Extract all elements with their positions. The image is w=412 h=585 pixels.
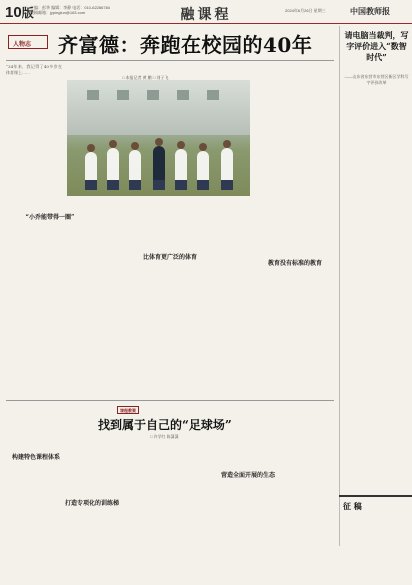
kicker-badge (8, 35, 48, 49)
photo-person (153, 146, 165, 190)
divider (6, 60, 334, 61)
lower-subhead-2: 打造专项化的训练梯 (64, 500, 119, 507)
lower-kicker-badge (117, 406, 139, 414)
editor-line: 主编：彭华 编辑：李静 电话：010-62286784 (30, 5, 111, 10)
lead-photo (67, 80, 250, 196)
masthead (0, 0, 412, 24)
kicker-text: 人物志 (13, 41, 32, 48)
photo-person (197, 151, 209, 190)
lead-subhead-2: 比体育更广泛的体育 (142, 254, 197, 261)
issue-date: 2024年6月26日 星期三 (285, 8, 326, 13)
page-unit: 版 (21, 6, 34, 20)
lower-kicker-text: 课程教案 (120, 408, 136, 413)
lead-headline-area (6, 29, 326, 59)
email-line: 投稿邮箱：jypinglun@163.com (30, 10, 86, 15)
photo-person (85, 152, 97, 190)
masthead-meta (30, 5, 120, 15)
lower-headline: 找到属于自己的“足球场” (98, 418, 232, 432)
photo-person (107, 148, 119, 190)
lead-subhead-1: “小乔能带得一圈” (25, 214, 75, 221)
call-for-papers-title: 征 稿 (343, 501, 362, 511)
lower-subhead-1: 构建特色课程体系 (11, 454, 60, 461)
call-for-papers-box (339, 495, 412, 585)
photo-building (67, 80, 250, 135)
right-column-subtitle: ——山东省东营市东营区新区学科写字评价改革 (344, 74, 409, 85)
page-number: 10版 (5, 4, 34, 21)
lead-headline: 齐富德：奔跑在校园的40年 (58, 33, 313, 57)
right-column (339, 26, 412, 546)
photo-person (221, 148, 233, 190)
newspaper-name: 中国教师报 (350, 6, 390, 16)
lead-intro: “34年来，我记得了40多岁在体育课上…… (6, 64, 62, 75)
lower-byline: □ 许学红 陈潇潇 (150, 434, 179, 439)
section-title: 融课程 (180, 7, 232, 23)
right-column-title: 请电脑当裁判，写字评价进入“数智时代” (344, 30, 409, 62)
section-divider (6, 400, 334, 401)
lead-intro-column (6, 64, 62, 75)
photo-person (129, 150, 141, 190)
lead-byline: □ 本报记者 黄 鹏 □ 刘子飞 (122, 75, 169, 80)
lead-subhead-3: 教育没有标准的教育 (267, 260, 322, 267)
lower-subhead-3: 营造全面开展的生态 (220, 472, 275, 479)
photo-person (175, 149, 187, 190)
